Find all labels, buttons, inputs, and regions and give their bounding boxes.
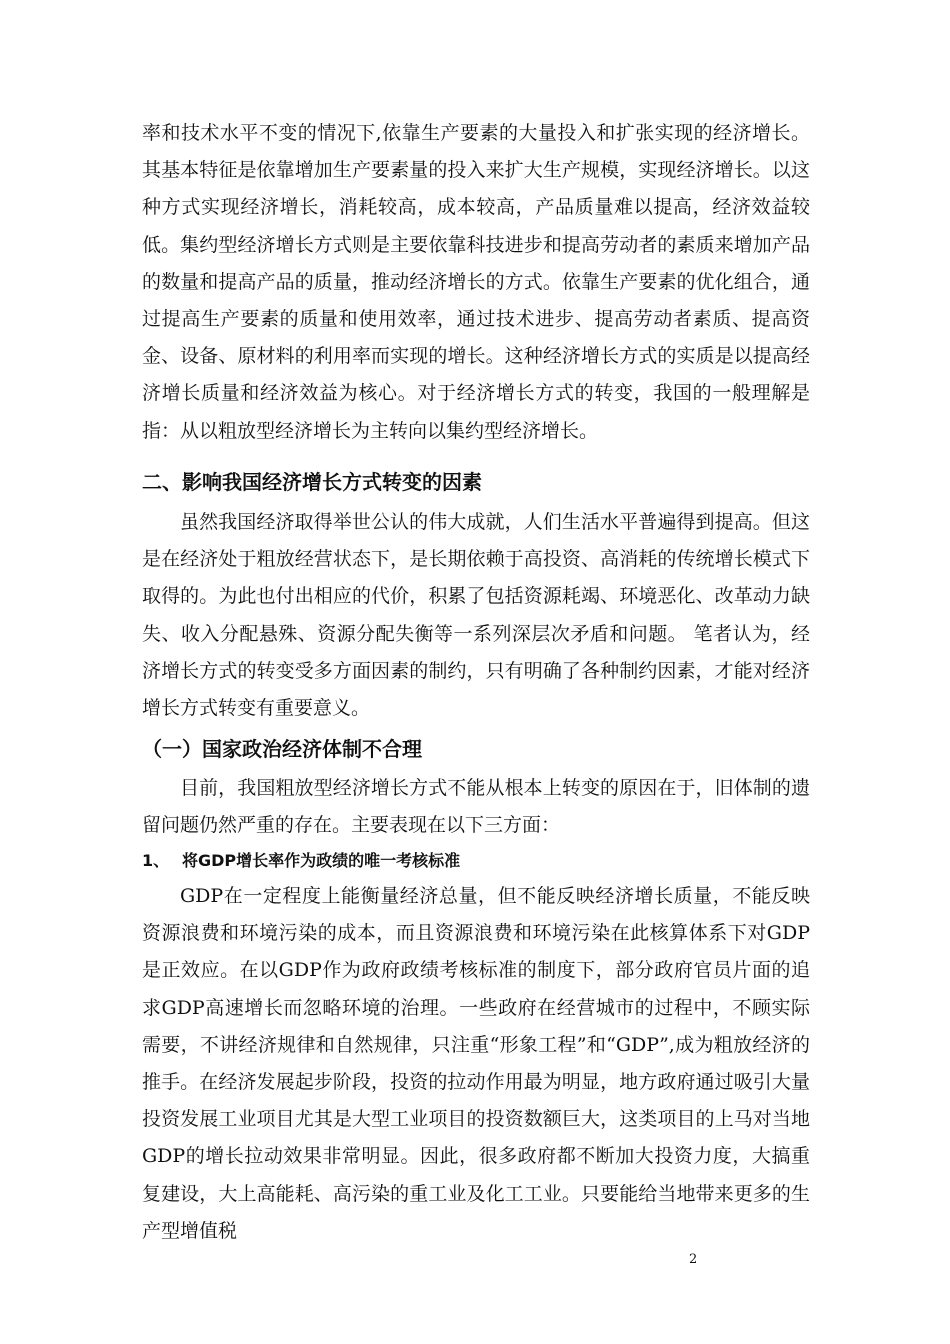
paragraph-system-intro: 目前，我国粗放型经济增长方式不能从根本上转变的原因在于，旧体制的遗留问题仍然严重的存在。主要表现在以下三方面： — [142, 777, 810, 837]
paragraph-growth-definition: 率和技术水平不变的情况下,依靠生产要素的大量投入和扩张实现的经济增长。其基本特征是依靠增加生产要素量的投入来扩大生产规模，实现经济增长。以这种方式实现经济增长，消耗较高，成本较高，产品质量难以提高，经济效益较低。集约型经济增长方式则是主要依靠科技进步和提高劳动者的素质来增加产品的数量和提高产品的质量，推动经济增长的方式。依靠生产要素的优化组合，通过提高生产要素的质量和使用效率，通过技术进步、提高劳动者素质、提高资金、设备、原材料的利用率而实现的增长。这种经济增长方式的实质是以提高经济增长质量和经济效益为核心。对于经济增长方式的转变，我国的一般理解是指：从以粗放型经济增长为主转向以集约型经济增长。 — [142, 122, 810, 442]
section-heading-influencing-factors: 二、影响我国经济增长方式转变的因素 — [142, 470, 482, 494]
page-number: 2 — [689, 1252, 698, 1267]
list-item-number: 1、 — [142, 851, 170, 870]
paragraph-factors-intro: 虽然我国经济取得举世公认的伟大成就，人们生活水平普遍得到提高。但这是在经济处于粗放经营状态下，是长期依赖于高投资、高消耗的传统增长模式下取得的。为此也付出相应的代价，积累了包括资源耗竭、环境恶化、改革动力缺失、收入分配悬殊、资源分配失衡等一系列深层次矛盾和问题。 笔者认为，经济增长方式的转变受多方面因素的制约，只有明确了各种制约因素，才能对经济增长方式转变有重要意义。 — [142, 511, 810, 720]
paragraph-gdp-discussion: GDP在一定程度上能衡量经济总量，但不能反映经济增长质量，不能反映资源浪费和环境污染的成本，而且资源浪费和环境污染在此核算体系下对GDP是正效应。在以GDP作为政府政绩考核标准的制度下，部分政府官员片面的追求GDP高速增长而忽略环境的治理。一些政府在经营城市的过程中，不顾实际需要，不讲经济规律和自然规律，只注重“形象工程”和“GDP”,成为粗放经济的推手。在经济发展起步阶段，投资的拉动作用最为明显，地方政府通过吸引大量投资发展工业项目尤其是大型工业项目的投资数额巨大，这类项目的上马对当地GDP的增长拉动效果非常明显。因此，很多政府都不断加大投资力度，大搞重复建设，大上高能耗、高污染的重工业及化工工业。只要能给当地带来更多的生产型增值税 — [142, 885, 810, 1242]
list-item-title: 将GDP增长率作为政绩的唯一考核标准 — [182, 851, 461, 870]
subsection-heading-political-economic-system: （一）国家政治经济体制不合理 — [142, 737, 422, 761]
list-item-heading-gdp-assessment — [142, 848, 460, 874]
